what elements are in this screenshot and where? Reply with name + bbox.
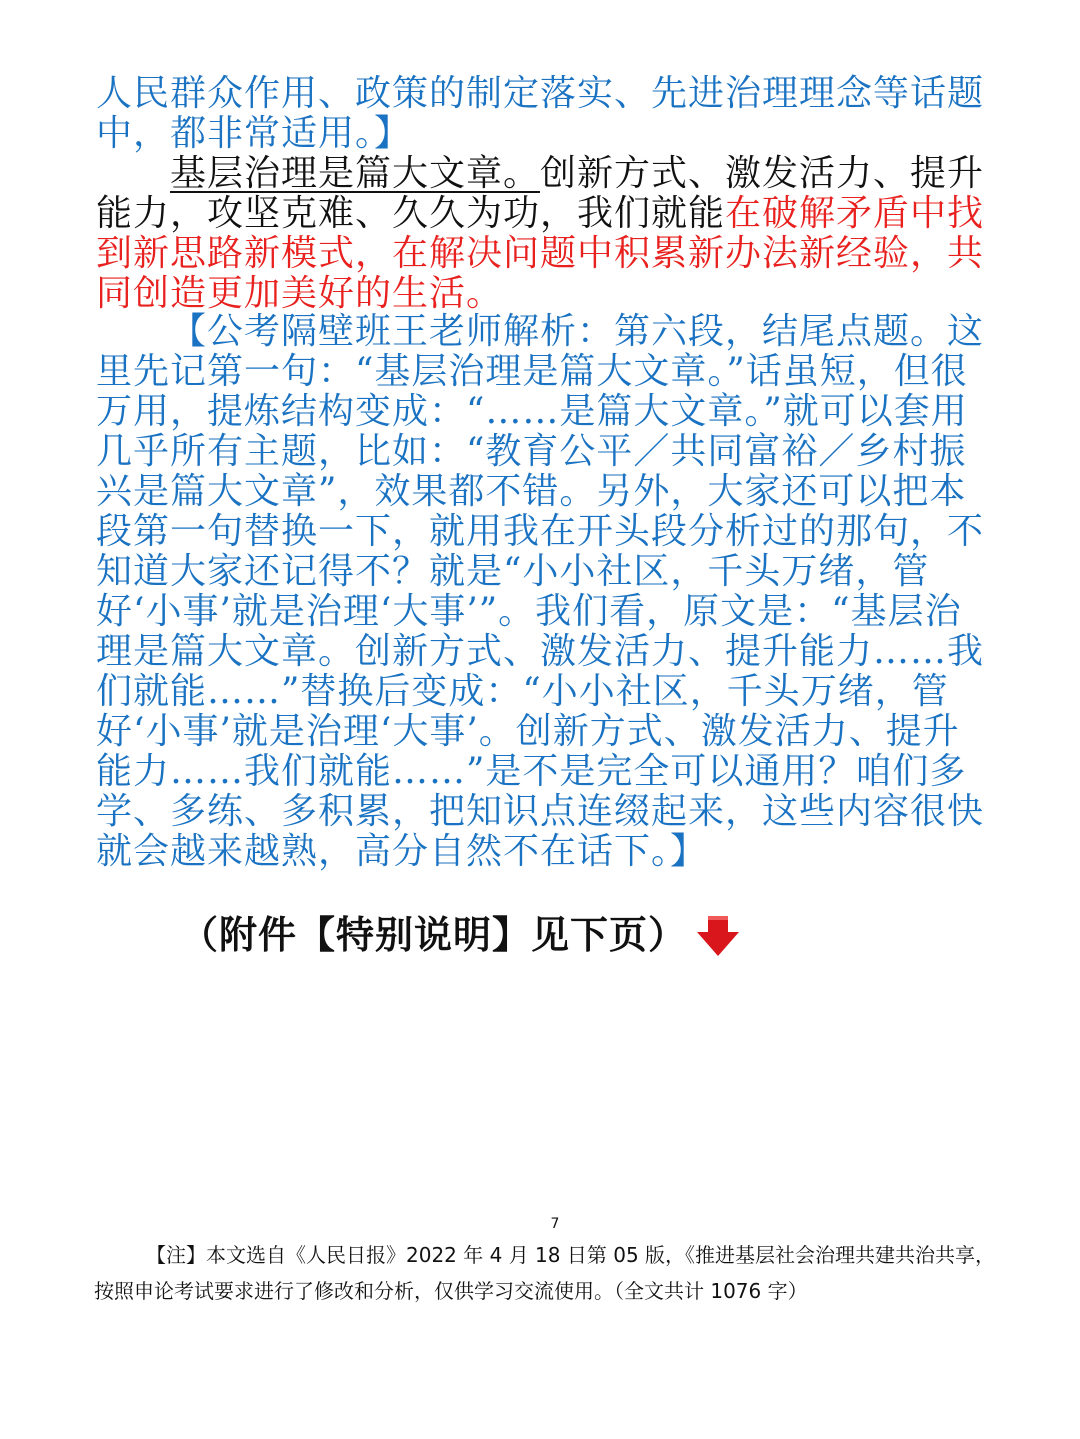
attachment-label: （附件【特别说明】见下页） (180, 913, 688, 957)
paragraph-analysis-end (96, 74, 996, 154)
attachment-notice (180, 910, 743, 960)
page-number: 7 (550, 1216, 560, 1232)
key-sentence-underlined: 基层治理是篇大文章。 (170, 153, 541, 194)
body-sentence: 创新方式、激发活力、提升能力，攻坚克难、久久为功，我们就能 (96, 153, 985, 234)
analysis-text: 【公考隔壁班王老师解析：第六段，结尾点题。这里先记第一句：“基层治理是篇大文章。”话虽短，但很万用，提炼结构变成：“……是篇大文章。”就可以套用几乎所有主题，比如：“教育公平／共同富裕／乡村振兴是篇大文章”，效果都不错。另外，大家还可以把本段第一句替换一下，就用我在开头段分析过的那句，不知道大家还记得不？就是“小小社区，千头万绪，管好‘小事’就是治理‘大事’”。我们看，原文是：“基层治理是篇大文章。创新方式、激发活力、提升能力……我们就能……”替换后变成：“小小社区，千头万绪，管好‘小事’就是治理‘大事’。创新方式、激发活力、提升能力……我们就能……”是不是完全可以通用？咱们多学、多练、多积累，把知识点连缀起来，这些内容很快就会越来越熟，高分自然不在话下。】 (96, 311, 985, 872)
arrow-down-icon (693, 910, 743, 960)
paragraph-analysis (96, 312, 996, 872)
highlighted-sentence: 在破解矛盾中找到新思路新模式，在解决问题中积累新办法新经验，共同创造更加美好的生活。 (96, 193, 985, 314)
source-note: 【注】本文选自《人民日报》2022 年 4 月 18 日第 05 版，《推进基层社会治理共建共治共享，按照申论考试要求进行了修改和分析，仅供学习交流使用。（全文共计 1076 字） (94, 1243, 996, 1303)
analysis-text: 人民群众作用、政策的制定落实、先进治理理念等话题中，都非常适用。】 (96, 73, 985, 154)
paragraph-six (96, 154, 996, 314)
